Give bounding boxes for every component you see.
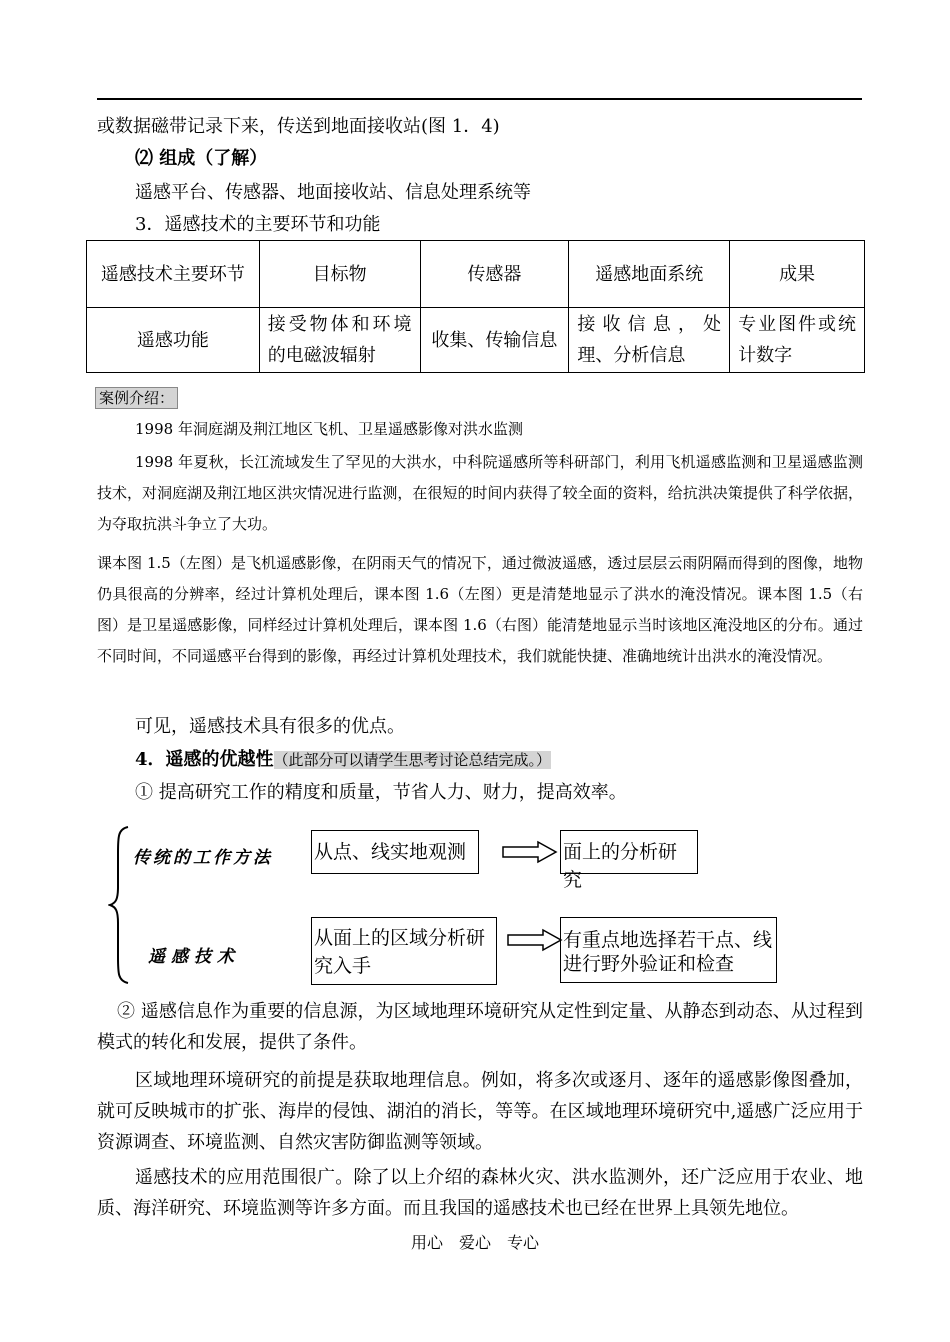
- table-header-cell: 遥感技术主要环节: [87, 241, 260, 308]
- table-row: [87, 308, 865, 373]
- arrow-right-icon: [507, 928, 563, 952]
- composition-heading: ⑵ 组成（了解）: [135, 148, 268, 169]
- table-cell: 接收信息，处理、分析信息: [569, 308, 730, 373]
- arrow-right-icon: [502, 840, 558, 864]
- range-paragraph: 遥感技术的应用范围很广。除了以上介绍的森林火灾、洪水监测外，还广泛应用于农业、地质、海洋研究、环境监测等许多方面。而且我国的遥感技术也已经在世界上具领先地位。: [97, 1167, 863, 1219]
- section3-title: 3．遥感技术的主要环节和功能: [135, 214, 381, 235]
- table-header-row: [87, 241, 865, 308]
- regional-paragraph: 区域地理环境研究的前提是获取地理信息。例如，将多次或逐月、逐年的遥感影像图叠加，就可反映城市的扩张、海岸的侵蚀、湖泊的消长，等等。在区域地理环境研究中,遥感广泛应用于资源调查、环境监测、自然灾害防御监测等领域。: [97, 1070, 863, 1153]
- traditional-method-label: 传统的工作方法: [133, 848, 273, 868]
- box-point-line-observation: 从点、线实地观测: [311, 830, 479, 874]
- box-surface-analysis: 面上的分析研究: [560, 830, 698, 874]
- advantage-summary: 可见，遥感技术具有很多的优点。: [135, 716, 405, 737]
- case-paragraph-2: 课本图 1.5（左图）是飞机遥感影像，在阴雨天气的情况下，通过微波遥感，透过层层云雨阴隔而得到的图像，地物仍具很高的分辨率，经过计算机处理后，课本图 1.6（左图）更是清楚地显示了洪水的淹没情况。课本图 1.5（右图）是卫星遥感影像，同样经过计算机处理后，课本图 1.6（右图）能清楚地显示当时该地区淹没地区的分布。通过不同时间，不同遥感平台得到的影像，再经过计算机处理技术，我们就能快捷、准确地统计出洪水的淹没情况。: [97, 554, 863, 665]
- composition-text: 遥感平台、传感器、地面接收站、信息处理系统等: [135, 182, 531, 203]
- table-header-cell: 成果: [730, 241, 865, 308]
- table-cell: 接受物体和环境的电磁波辐射: [259, 308, 420, 373]
- point-2: ② 遥感信息作为重要的信息源，为区域地理环境研究从定性到定量、从静态到动态、从过程到模式的转化和发展，提供了条件。: [97, 1001, 863, 1053]
- case-title: 1998 年洞庭湖及荆江地区飞机、卫星遥感影像对洪水监测: [135, 420, 523, 438]
- table-header-cell: 目标物: [259, 241, 420, 308]
- point-1: ① 提高研究工作的精度和质量，节省人力、财力，提高效率。: [135, 782, 627, 803]
- page-footer: 用心 爱心 专心: [410, 1233, 539, 1252]
- table-header-cell: 遥感地面系统: [569, 241, 730, 308]
- box-field-verification: 有重点地选择若干点、线进行野外验证和检查: [560, 917, 777, 983]
- function-table: [86, 240, 865, 373]
- table-header-cell: 传感器: [420, 241, 569, 308]
- table-cell: 专业图件或统计数字: [730, 308, 865, 373]
- table-cell: 收集、传输信息: [420, 308, 569, 373]
- case-paragraph-1: 1998 年夏秋，长江流域发生了罕见的大洪水，中科院遥感所等科研部门，利用飞机遥感监测和卫星遥感监测技术，对洞庭湖及荆江地区洪灾情况进行监测，在很短的时间内获得了较全面的资料，给抗洪决策提供了科学依据，为夺取抗洪斗争立了大功。: [97, 453, 863, 533]
- continuation-line: 或数据磁带记录下来，传送到地面接收站(图 1．4): [97, 116, 500, 137]
- section4-note: （此部分可以请学生思考讨论总结完成。）: [273, 751, 552, 769]
- section4-heading: [135, 745, 551, 775]
- case-label: 案例介绍：: [95, 387, 178, 409]
- curly-brace: [108, 825, 132, 985]
- box-regional-analysis: 从面上的区域分析研究入手: [311, 917, 497, 985]
- header-rule: [97, 98, 862, 100]
- table-cell: 遥感功能: [87, 308, 260, 373]
- remote-sensing-label: 遥感技术: [148, 947, 240, 967]
- section4-title: 4．遥感的优越性: [135, 749, 274, 770]
